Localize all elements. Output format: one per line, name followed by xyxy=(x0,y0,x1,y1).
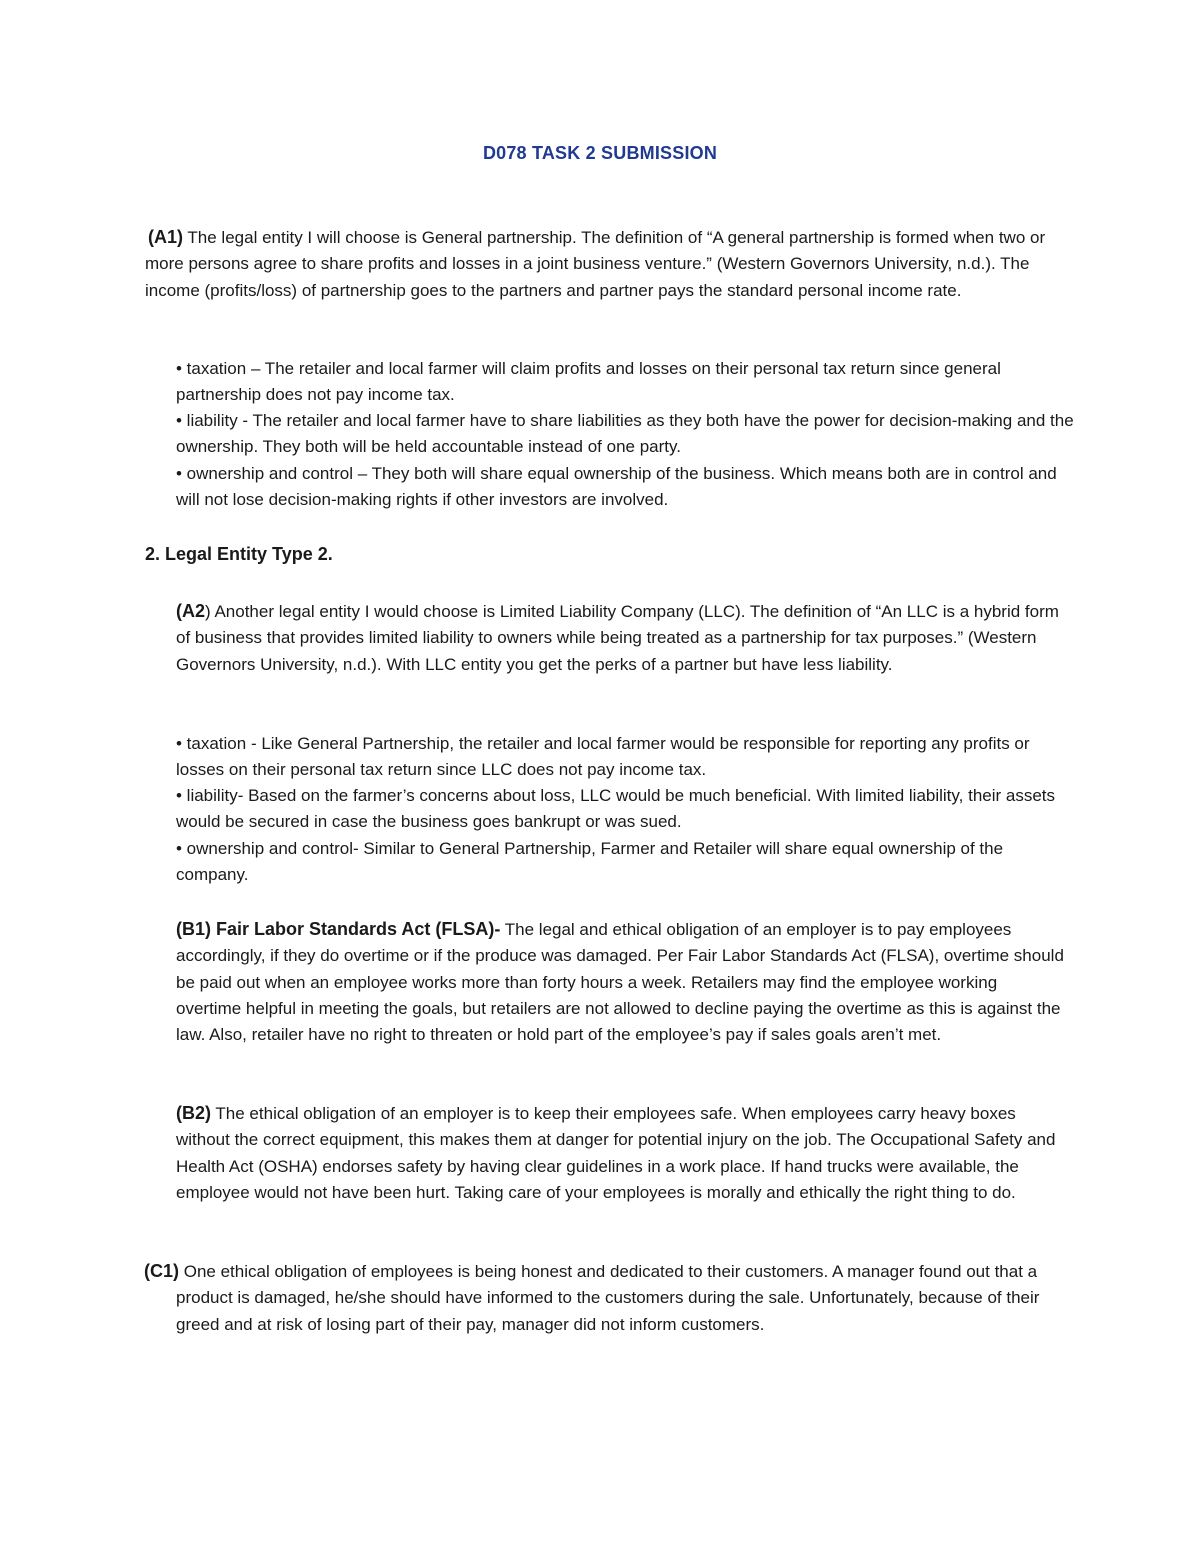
text-b2: The ethical obligation of an employer is to keep their employees safe. When employees carry heavy boxes without the correct equipment, this makes them at danger for potential injury on the job. The Occupational Safety and Health Act (OSHA) endorses safety by having clear guidelines in a work place. If hand trucks were available, the employee would not have been hurt. Taking care of your employees is morally and ethically the right thing to do. xyxy=(176,1104,1056,1202)
text-a1: The legal entity I will choose is General partnership. The definition of “A general partnership is formed when two or more persons agree to share profits and losses in a joint business venture.” (Western Governors University, n.d.). The income (profits/loss) of partnership goes to the partners and partner pays the standard personal income rate. xyxy=(145,228,1046,300)
bullet-a1-liability: • liability - The retailer and local farmer have to share liabilities as they both have the power for decision-making and the ownership. They both will be held accountable instead of one party. xyxy=(176,411,1074,457)
text-a2: ) Another legal entity I would choose is Limited Liability Company (LLC). The definition of “An LLC is a hybrid form of business that provides limited liability to owners while being treated as a partnership for tax purposes.” (Western Governors University, n.d.). With LLC entity you get the perks of a partner but have less liability. xyxy=(176,602,1059,674)
label-b2: (B2) xyxy=(176,1103,211,1123)
label-a2: (A2 xyxy=(176,601,206,621)
label-b1: (B1) Fair Labor Standards Act (FLSA)- xyxy=(176,919,501,939)
label-c1: (C1) xyxy=(144,1261,179,1281)
bullet-a1-ownership: • ownership and control – They both will share equal ownership of the business. Which means both are in control and will not lose decision-making rights if other investors are involved. xyxy=(176,464,1057,510)
paragraph-a2 xyxy=(176,598,1066,678)
section-heading-legal-entity-2: 2. Legal Entity Type 2. xyxy=(145,544,333,564)
paragraph-b1 xyxy=(176,916,1066,1048)
bullet-a2-liability: • liability- Based on the farmer’s concerns about loss, LLC would be much beneficial. With limited liability, their assets would be secured in case the business goes bankrupt or was sued. xyxy=(176,786,1056,832)
bullet-a1-taxation: • taxation – The retailer and local farmer will claim profits and losses on their personal tax return since general partnership does not pay income tax. xyxy=(176,359,1001,405)
text-c1: One ethical obligation of employees is being honest and dedicated to their customers. A manager found out that a product is damaged, he/she should have informed to the customers during the sale. Unfortunately, because of their greed and at risk of losing part of their pay, manager did not inform customers. xyxy=(176,1262,1040,1334)
paragraph-c1 xyxy=(144,1258,1066,1338)
paragraph-a1 xyxy=(145,224,1050,304)
bullet-a2-taxation: • taxation - Like General Partnership, the retailer and local farmer would be responsible for reporting any profits or losses on their personal tax return since LLC does not pay income tax. xyxy=(176,734,1030,780)
bullet-a2-ownership: • ownership and control- Similar to General Partnership, Farmer and Retailer will share equal ownership of the company. xyxy=(176,839,1004,885)
label-a1: (A1) xyxy=(148,227,183,247)
document-title: D078 TASK 2 SUBMISSION xyxy=(482,143,718,163)
text-b1: The legal and ethical obligation of an employer is to pay employees accordingly, if they do overtime or if the produce was damaged. Per Fair Labor Standards Act (FLSA), overtime should be paid out when an employee works more than forty hours a week. Retailers may find the employee working overtime helpful in meeting the goals, but retailers are not allowed to decline paying the overtime as this is against the law. Also, retailer have no right to threaten or hold part of the employee’s pay if sales goals aren’t met. xyxy=(176,920,1064,1045)
paragraph-b2 xyxy=(176,1100,1066,1206)
